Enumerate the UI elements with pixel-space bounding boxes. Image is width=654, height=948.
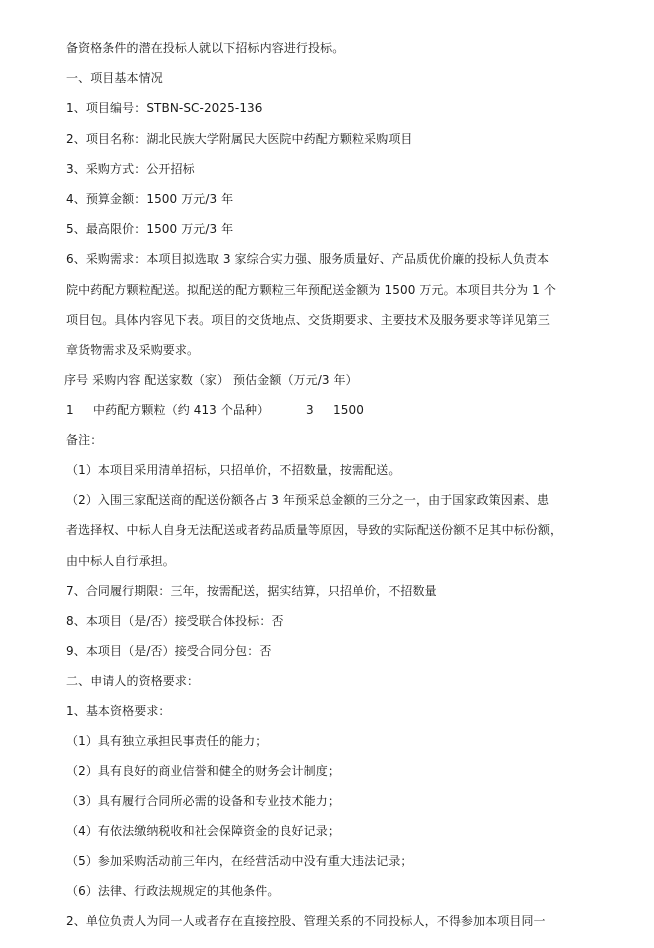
requirement-line: 项目包。具体内容见下表。项目的交货地点、交货期要求、主要技术及服务要求等详见第三 [66, 313, 551, 327]
note-2-line: 由中标人自行承担。 [66, 554, 175, 568]
budget-amount: 4、预算金额：1500 万元/3 年 [66, 192, 234, 206]
requirement-item-2: 2、单位负责人为同一人或者存在直接控股、管理关系的不同投标人，不得参加本项目同一 [66, 914, 546, 928]
requirement-line: 6、采购需求：本项目拟选取 3 家综合实力强、服务质量好、产品质优价廉的投标人负责本 [66, 252, 550, 266]
notes-label: 备注： [66, 433, 103, 447]
max-price: 5、最高限价：1500 万元/3 年 [66, 222, 234, 236]
section1-heading: 一、项目基本情况 [66, 71, 163, 85]
basic-requirements-label: 1、基本资格要求： [66, 704, 171, 718]
note-2-line: （2）入围三家配送商的配送份额各占 3 年预采总金额的三分之一，由于国家政策因素、患 [66, 493, 550, 507]
row-content: 中药配方颗粒（约 413 个品种） [93, 403, 270, 417]
table-header: 序号 采购内容 配送家数（家） 预估金额（万元/3 年） [64, 373, 358, 387]
intro-text: 备资格条件的潜在投标人就以下招标内容进行投标。 [66, 41, 345, 55]
consortium-bid: 8、本项目（是/否）接受联合体投标：否 [66, 614, 284, 628]
contract-period: 7、合同履行期限：三年，按需配送，据实结算，只招单价，不招数量 [66, 584, 437, 598]
purchase-method: 3、采购方式：公开招标 [66, 162, 195, 176]
row-number: 1 [66, 403, 74, 417]
requirement-item: （1）具有独立承担民事责任的能力； [66, 734, 268, 748]
note-1: （1）本项目采用清单招标，只招单价，不招数量，按需配送。 [66, 463, 401, 477]
section2-heading: 二、申请人的资格要求： [66, 674, 200, 688]
project-name: 2、项目名称：湖北民族大学附属民大医院中药配方颗粒采购项目 [66, 132, 413, 146]
row-amount: 1500 [333, 403, 364, 417]
contract-subcontract: 9、本项目（是/否）接受合同分包：否 [66, 644, 272, 658]
requirement-item: （4）有依法缴纳税收和社会保障资金的良好记录； [66, 824, 340, 838]
requirement-item: （6）法律、行政法规规定的其他条件。 [66, 884, 280, 898]
requirement-item: （3）具有履行合同所必需的设备和专业技术能力； [66, 794, 340, 808]
note-2-line: 者选择权、中标人自身无法配送或者药品质量等原因，导致的实际配送份额不足其中标份额， [66, 523, 563, 537]
row-count: 3 [306, 403, 314, 417]
requirement-line: 院中药配方颗粒配送。拟配送的配方颗粒三年预配送金额为 1500 万元。本项目共分为 1 个 [66, 283, 556, 297]
requirement-item: （5）参加采购活动前三年内，在经营活动中没有重大违法记录； [66, 854, 413, 868]
project-number: 1、项目编号：STBN-SC-2025-136 [66, 101, 263, 115]
requirement-line: 章货物需求及采购要求。 [66, 343, 200, 357]
requirement-item: （2）具有良好的商业信誉和健全的财务会计制度； [66, 764, 340, 778]
